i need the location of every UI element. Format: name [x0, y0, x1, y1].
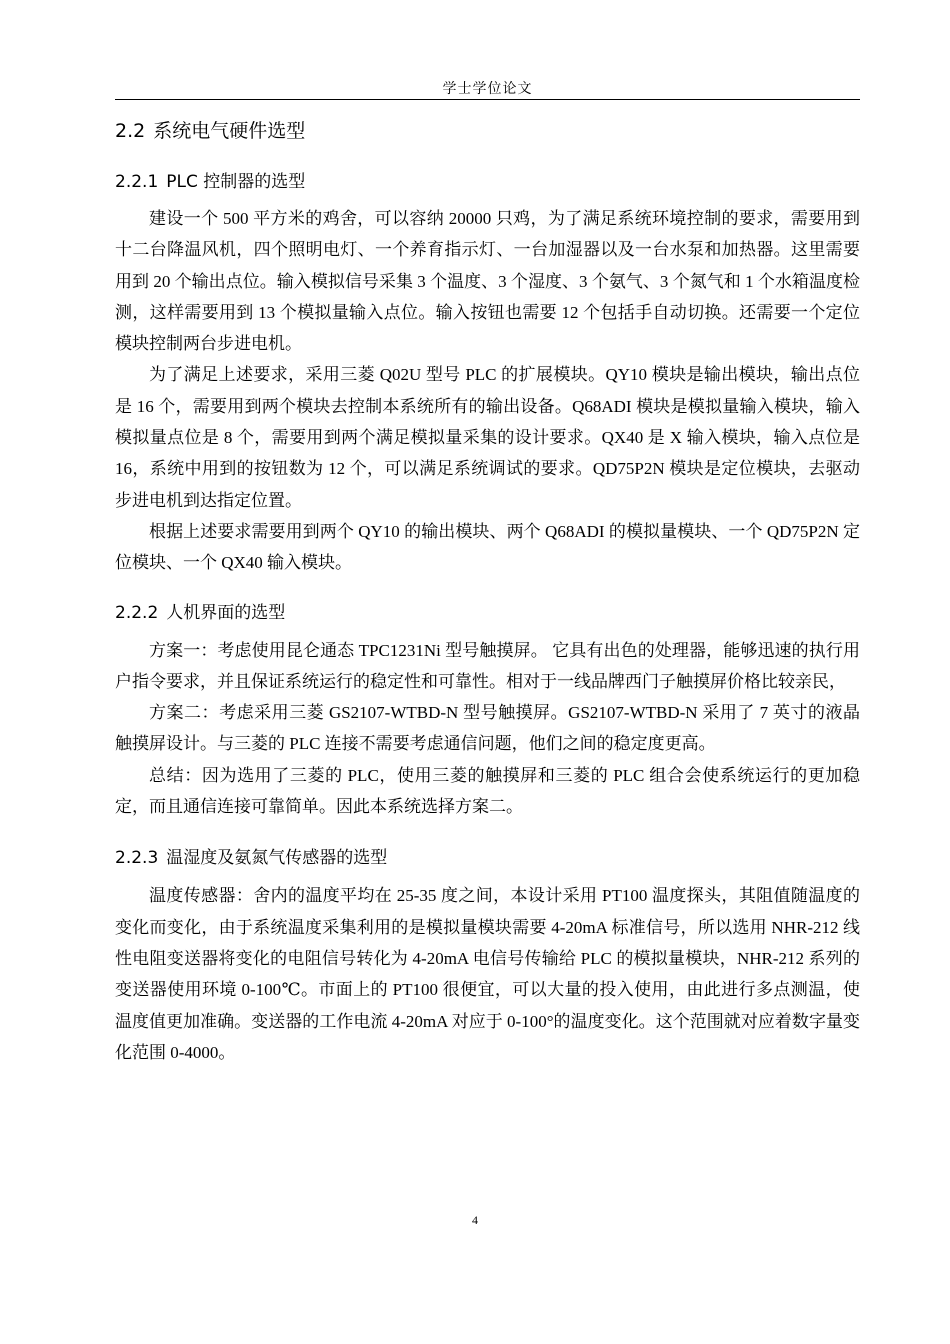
body-paragraph: 总结：因为选用了三菱的 PLC，使用三菱的触摸屏和三菱的 PLC 组合会使系统运行的更加稳定，而且通信连接可靠简单。因此本系统选择方案二。: [115, 765, 860, 817]
section-number: 2.2.1: [115, 172, 159, 192]
body-paragraph: 方案一：考虑使用昆仑通态 TPC1231Ni 型号触摸屏。 它具有出色的处理器，能够迅速的执行用户指令要求，并且保证系统运行的稳定性和可靠性。相对于一线品牌西门子触摸屏价格比较亲民，: [115, 640, 860, 691]
running-header: 学士学位论文: [442, 82, 533, 97]
header-divider: [115, 99, 860, 100]
section-number: 2.2.3: [115, 848, 159, 869]
body-paragraph: 温度传感器：舍内的温度平均在 25-35 度之间，本设计采用 PT100 温度探头，其阻值随温度的变化而变化，由于系统温度采集利用的是模拟量模块需要 4-20mA 标准信号，所以选用 NHR-212 线性电阻变送器将变化的电阻信号转化为 4-20mA 电信号传输给 PLC 的模拟量模块，NHR-212 系列的变送器使用环境 0-100℃。市面上的 PT100 很便宜，可以大量的投入使用，由此进行多点测温，使温度值更加准确。变送器的工作电流 4-20mA 对应于 0-100°的温度变化。这个范围就对应着数字量变化范围 0-4000。: [115, 886, 860, 1062]
section-heading-2-2: [115, 118, 860, 144]
section-title: PLC 控制器的选型: [166, 172, 306, 192]
section-heading-2-2-1: [115, 170, 860, 194]
section-number: 2.2: [115, 120, 146, 142]
section-title: 温湿度及氨氮气传感器的选型: [166, 848, 388, 869]
section-heading-2-2-3: [115, 846, 860, 870]
body-paragraph: 根据上述要求需要用到两个 QY10 的输出模块、两个 Q68ADI 的模拟量模块、一个 QD75P2N 定位模块、一个 QX40 输入模块。: [115, 521, 860, 573]
body-paragraph: 建设一个 500 平方米的鸡舍，可以容纳 20000 只鸡，为了满足系统环境控制的要求，需要用到十二台降温风机，四个照明电灯、一个养育指示灯、一台加湿器以及一台水泵和加热器。这里需要用到 20 个输出点位。输入模拟信号采集 3 个温度、3 个湿度、3 个氨气、3 个氮气和 1 个水箱温度检测，这样需要用到 13 个模拟量输入点位。输入按钮也需要 12 个包括手自动切换。还需要一个定位模块控制两台步进电机。: [115, 209, 860, 354]
section-title: 人机界面的选型: [166, 602, 286, 623]
section-heading-2-2-2: [115, 601, 860, 625]
section-number: 2.2.2: [115, 602, 159, 623]
page-number: 4: [472, 1213, 478, 1227]
body-paragraph: 为了满足上述要求，采用三菱 Q02U 型号 PLC 的扩展模块。QY10 模块是输出模块，输出点位是 16 个，需要用到两个模块去控制本系统所有的输出设备。Q68ADI 模块是模拟量输入模块，输入模拟量点位是 8 个，需要用到两个满足模拟量采集的设计要求。QX40 是 X 输入模块，输入点位是 16，系统中用到的按钮数为 12 个，可以满足系统调试的要求。QD75P2N 模块是定位模块，去驱动步进电机到达指定位置。: [115, 365, 860, 510]
body-paragraph: 方案二：考虑采用三菱 GS2107-WTBD-N 型号触摸屏。GS2107-WTBD-N 采用了 7 英寸的液晶触摸屏设计。与三菱的 PLC 连接不需要考虑通信问题，他们之间的稳定度更高。: [115, 703, 860, 754]
section-title: 系统电气硬件选型: [153, 120, 306, 142]
page-body: [115, 108, 860, 1068]
